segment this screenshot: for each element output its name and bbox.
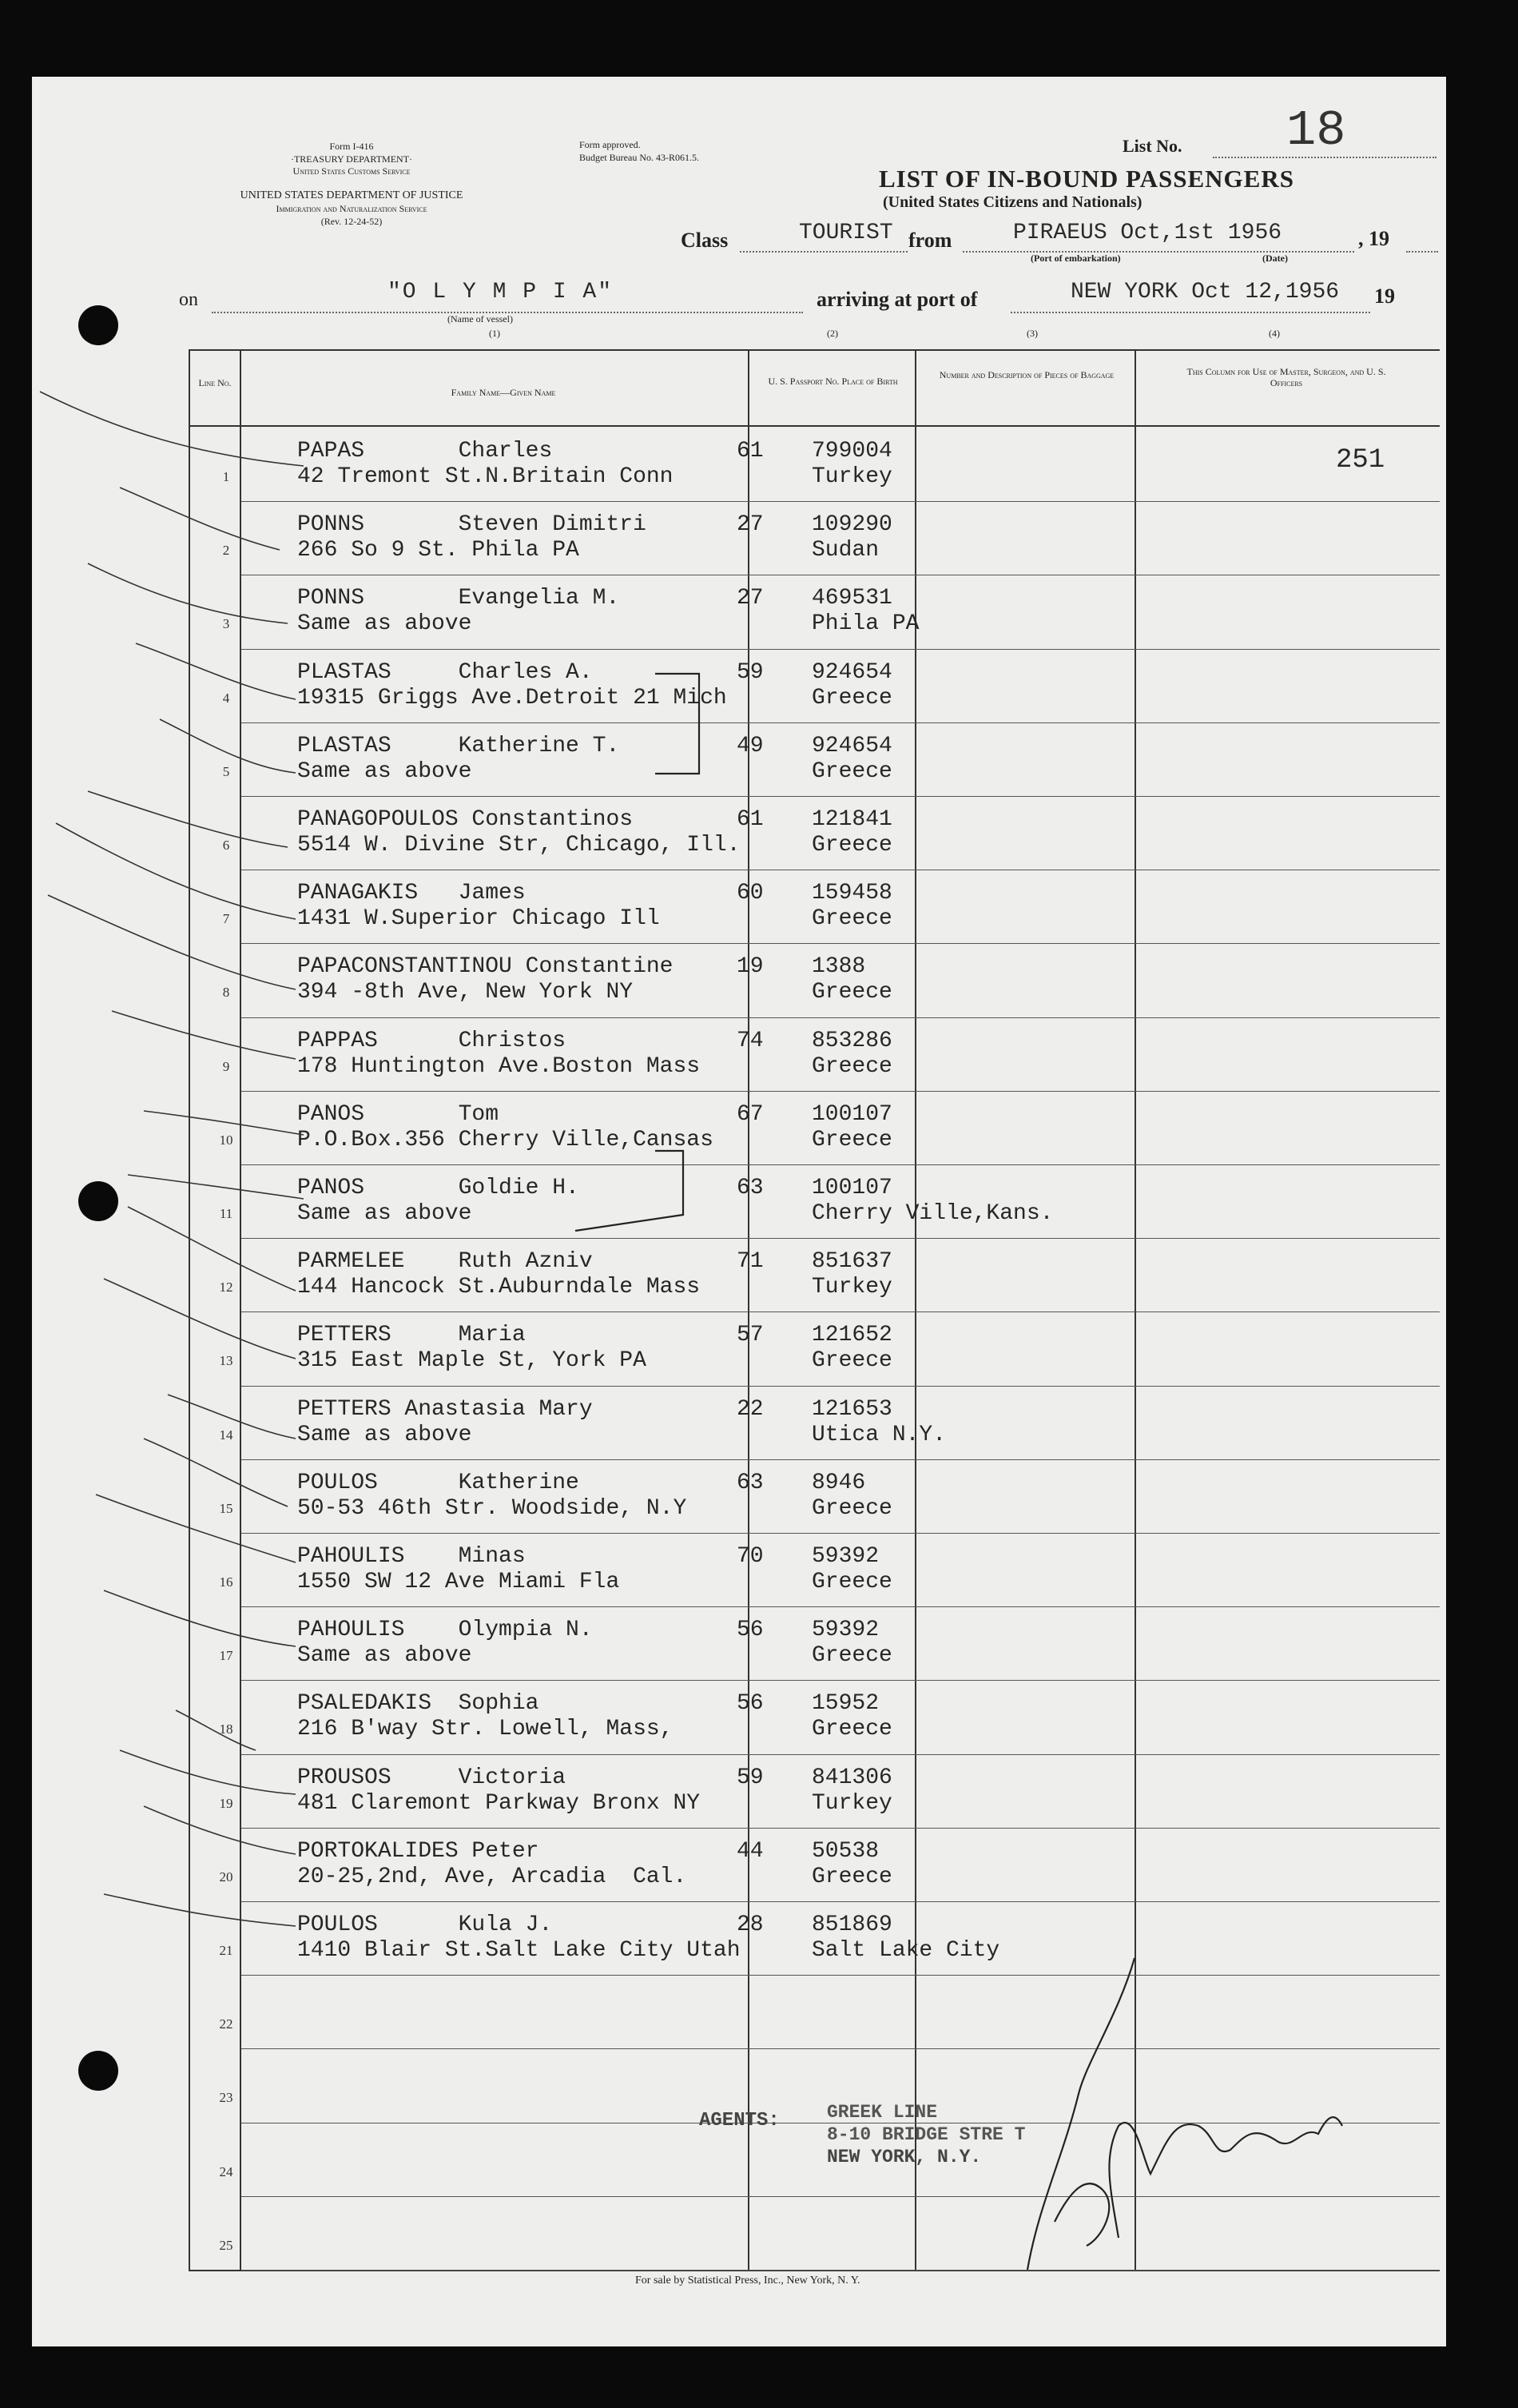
passenger-name: PSALEDAKIS Sophia: [297, 1691, 539, 1717]
passenger-address: 1550 SW 12 Ave Miami Fla: [297, 1570, 620, 1594]
passenger-age: 71: [737, 1249, 764, 1275]
passenger-address: 178 Huntington Ave.Boston Mass: [297, 1053, 701, 1079]
passenger-age: 44: [737, 1838, 764, 1864]
passenger-age: 59: [737, 1765, 764, 1790]
port-embark-caption: (Port of embarkation): [1031, 253, 1121, 264]
line-number: 11: [219, 1206, 233, 1221]
line-number: 18: [219, 1721, 233, 1737]
col-num-2: (2): [827, 328, 838, 339]
passenger-address: 1431 W.Superior Chicago Ill: [297, 906, 660, 932]
line-number: 4: [222, 690, 230, 706]
form-approved: Form approved.: [579, 139, 641, 150]
footer-note: For sale by Statistical Press, Inc., New York, N. Y.: [635, 2275, 860, 2287]
line-number: 9: [222, 1058, 230, 1074]
place-of-birth: Greece: [812, 1864, 892, 1889]
passport-number: 853286: [812, 1028, 892, 1053]
passport-number: 121841: [812, 807, 892, 832]
arriving-suffix: 19: [1374, 285, 1395, 308]
revision: (Rev. 12-24-52): [320, 216, 383, 227]
passport-number: 924654: [812, 659, 892, 685]
passenger-name: PANOS Tom: [297, 1101, 499, 1127]
passenger-age: 63: [737, 1470, 764, 1495]
passport-number: 851869: [812, 1912, 892, 1937]
passenger-age: 59: [737, 659, 764, 685]
line-number: 20: [219, 1869, 233, 1885]
passenger-age: 60: [737, 881, 764, 906]
passenger-age: 61: [737, 807, 764, 832]
col-num-3: (3): [1027, 328, 1038, 339]
passenger-age: 63: [737, 1176, 764, 1200]
place-of-birth: Greece: [812, 906, 892, 932]
class-value: TOURIST: [799, 221, 893, 245]
line-number: 21: [219, 1943, 233, 1958]
passenger-age: 56: [737, 1618, 764, 1643]
passenger-name: PLASTAS Charles A.: [297, 659, 593, 685]
officer-note: 251: [1336, 445, 1385, 476]
place-of-birth: Greece: [812, 1127, 892, 1152]
passenger-age: 28: [737, 1912, 764, 1937]
class-label: Class: [681, 229, 729, 252]
line-number: 24: [219, 2163, 233, 2179]
line-number: 19: [219, 1795, 233, 1811]
passenger-age: 19: [737, 954, 764, 980]
date-caption: (Date): [1262, 253, 1288, 264]
passenger-name: PANAGAKIS James: [297, 881, 526, 906]
passenger-address: Same as above: [297, 1422, 472, 1447]
col-header-passport: U. S. Passport No. Place of Birth: [768, 376, 898, 387]
passenger-age: 56: [737, 1691, 764, 1717]
passenger-address: 1410 Blair St.Salt Lake City Utah: [297, 1938, 741, 1963]
passenger-age: 57: [737, 1323, 764, 1348]
from-value: PIRAEUS Oct,1st 1956: [1013, 221, 1282, 245]
place-of-birth: Greece: [812, 833, 892, 858]
place-of-birth: Turkey: [812, 1275, 892, 1300]
passenger-age: 22: [737, 1396, 764, 1422]
passenger-name: POULOS Katherine: [297, 1470, 579, 1495]
form-number: Form I-416: [329, 141, 374, 152]
bracket-mark: [655, 674, 699, 774]
passenger-name: PAPAS Charles: [297, 439, 553, 464]
on-label: on: [179, 289, 198, 310]
place-of-birth: Greece: [812, 1717, 892, 1742]
passenger-age: 61: [737, 439, 764, 464]
col-header-name: Family Name—Given Name: [451, 387, 556, 398]
passenger-name: PLASTAS Katherine T.: [297, 733, 620, 758]
arriving-value: NEW YORK Oct 12,1956: [1071, 280, 1340, 304]
place-of-birth: Turkey: [812, 1790, 892, 1816]
passenger-name: PAPPAS Christos: [297, 1028, 566, 1053]
signature-stroke: [1055, 2183, 1109, 2246]
line-number: 22: [219, 2016, 233, 2032]
customs-service: United States Customs Service: [292, 165, 411, 177]
col-num-4: (4): [1269, 328, 1280, 339]
agents-label: AGENTS:: [699, 2110, 780, 2131]
place-of-birth: Greece: [812, 1495, 892, 1521]
line-number: 17: [219, 1648, 233, 1664]
from-label: from: [908, 229, 952, 252]
line-number: 2: [222, 543, 230, 559]
signature-stroke: [1109, 2117, 1342, 2238]
passenger-name: PAHOULIS Minas: [297, 1544, 526, 1569]
passenger-address: 216 B'way Str. Lowell, Mass,: [297, 1717, 674, 1742]
passenger-address: 315 East Maple St, York PA: [297, 1348, 646, 1374]
passenger-name: PORTOKALIDES Peter: [297, 1838, 539, 1864]
place-of-birth: Greece: [812, 1348, 892, 1374]
line-number: 13: [219, 1353, 233, 1369]
place-of-birth: Cherry Ville,Kans.: [812, 1201, 1054, 1226]
place-of-birth: Utica N.Y.: [812, 1422, 947, 1447]
passport-number: 100107: [812, 1176, 892, 1200]
passport-number: 799004: [812, 439, 892, 464]
passenger-name: PETTERS Maria: [297, 1323, 526, 1348]
passport-number: 121653: [812, 1396, 892, 1422]
line-number: 12: [219, 1280, 233, 1296]
passenger-address: P.O.Box.356 Cherry Ville,Cansas: [297, 1127, 713, 1152]
col-header-line-no: Line No.: [198, 377, 232, 388]
place-of-birth: Salt Lake City: [812, 1938, 1000, 1963]
form-subtitle: (United States Citizens and Nationals): [883, 193, 1142, 211]
passport-number: 121652: [812, 1323, 892, 1348]
line-number: 6: [222, 838, 230, 853]
passenger-name: POULOS Kula J.: [297, 1912, 553, 1937]
passport-number: 851637: [812, 1249, 892, 1275]
vessel-name: "O L Y M P I A": [387, 280, 614, 304]
passenger-name: PONNS Evangelia M.: [297, 586, 620, 611]
passenger-name: PARMELEE Ruth Azniv: [297, 1249, 593, 1275]
passport-number: 924654: [812, 733, 892, 758]
passenger-address: 50-53 46th Str. Woodside, N.Y: [297, 1495, 687, 1521]
line-number: 16: [219, 1574, 233, 1590]
line-number: 15: [219, 1500, 233, 1516]
passport-number: 109290: [812, 512, 892, 538]
passenger-name: PROUSOS Victoria: [297, 1765, 566, 1790]
vessel-caption: (Name of vessel): [447, 313, 513, 324]
place-of-birth: Turkey: [812, 464, 892, 489]
form-title: LIST OF IN-BOUND PASSENGERS: [879, 165, 1294, 193]
passenger-age: 70: [737, 1544, 764, 1569]
passenger-address: 144 Hancock St.Auburndale Mass: [297, 1275, 701, 1300]
passenger-age: 67: [737, 1101, 764, 1127]
list-no-label: List No.: [1123, 136, 1182, 156]
agents-line2: 8-10 BRIDGE STRE T: [827, 2124, 1026, 2145]
place-of-birth: Phila PA: [812, 611, 920, 637]
passenger-name: PAPACONSTANTINOU Constantine: [297, 954, 674, 980]
line-number: 10: [219, 1132, 233, 1148]
passport-number: 8946: [812, 1470, 866, 1495]
passenger-age: 27: [737, 586, 764, 611]
agents-line3: NEW YORK, N.Y.: [827, 2147, 982, 2167]
line-number: 1: [222, 469, 230, 484]
passport-number: 59392: [812, 1544, 880, 1569]
justice-dept: UNITED STATES DEPARTMENT OF JUSTICE: [240, 189, 463, 201]
passport-number: 100107: [812, 1101, 892, 1127]
line-number: 7: [222, 911, 230, 927]
place-of-birth: Greece: [812, 1570, 892, 1594]
passenger-address: Same as above: [297, 611, 472, 637]
passenger-address: 481 Claremont Parkway Bronx NY: [297, 1790, 701, 1816]
passenger-age: 74: [737, 1028, 764, 1053]
passport-number: 50538: [812, 1838, 880, 1864]
signature-stroke: [1027, 1958, 1135, 2270]
list-number: 18: [1286, 102, 1346, 159]
place-of-birth: Greece: [812, 1053, 892, 1079]
passenger-address: Same as above: [297, 1643, 472, 1669]
passenger-name: PAHOULIS Olympia N.: [297, 1618, 593, 1643]
line-number: 14: [219, 1427, 233, 1443]
passenger-age: 27: [737, 512, 764, 538]
passenger-address: 266 So 9 St. Phila PA: [297, 538, 579, 563]
col-header-baggage: Number and Description of Pieces of Baggage: [939, 369, 1115, 380]
passenger-address: Same as above: [297, 758, 472, 784]
bracket-mark: [575, 1151, 683, 1231]
place-of-birth: Sudan: [812, 538, 880, 563]
passport-number: 59392: [812, 1618, 880, 1643]
passport-number: 469531: [812, 586, 892, 611]
place-of-birth: Greece: [812, 1643, 892, 1669]
col-header-officers: This Column for Use of Master, Surgeon, and U. S. Officers: [1186, 366, 1386, 388]
line-number: 8: [222, 985, 230, 1001]
ins-service: Immigration and Naturalization Service: [276, 203, 427, 214]
agents-line1: GREEK LINE: [827, 2102, 938, 2123]
budget-bureau: Budget Bureau No. 43-R061.5.: [579, 152, 699, 163]
line-number: 5: [222, 763, 230, 779]
passenger-address: 42 Tremont St.N.Britain Conn: [297, 464, 674, 489]
passenger-name: PANAGOPOULOS Constantinos: [297, 807, 634, 832]
passenger-address: 394 -8th Ave, New York NY: [297, 980, 634, 1005]
treasury-dept: ·TREASURY DEPARTMENT·: [290, 153, 413, 165]
col-num-1: (1): [489, 328, 500, 339]
passenger-address: 5514 W. Divine Str, Chicago, Ill.: [297, 833, 741, 858]
passenger-name: PETTERS Anastasia Mary: [297, 1396, 593, 1422]
passenger-address: Same as above: [297, 1201, 472, 1226]
passenger-address: 19315 Griggs Ave.Detroit 21 Mich: [297, 685, 727, 710]
passenger-age: 49: [737, 733, 764, 758]
line-number: 25: [219, 2237, 233, 2253]
arriving-label: arriving at port of: [817, 288, 978, 311]
place-of-birth: Greece: [812, 685, 892, 710]
passport-number: 159458: [812, 881, 892, 906]
passenger-name: PANOS Goldie H.: [297, 1176, 579, 1200]
line-number: 23: [219, 2090, 233, 2106]
passport-number: 15952: [812, 1691, 880, 1717]
passenger-name: PONNS Steven Dimitri: [297, 512, 646, 538]
place-of-birth: Greece: [812, 758, 892, 784]
year-suffix: , 19: [1358, 227, 1389, 250]
line-number: 3: [222, 616, 230, 632]
passport-number: 1388: [812, 954, 866, 980]
passenger-address: 20-25,2nd, Ave, Arcadia Cal.: [297, 1864, 687, 1889]
passport-number: 841306: [812, 1765, 892, 1790]
place-of-birth: Greece: [812, 980, 892, 1005]
